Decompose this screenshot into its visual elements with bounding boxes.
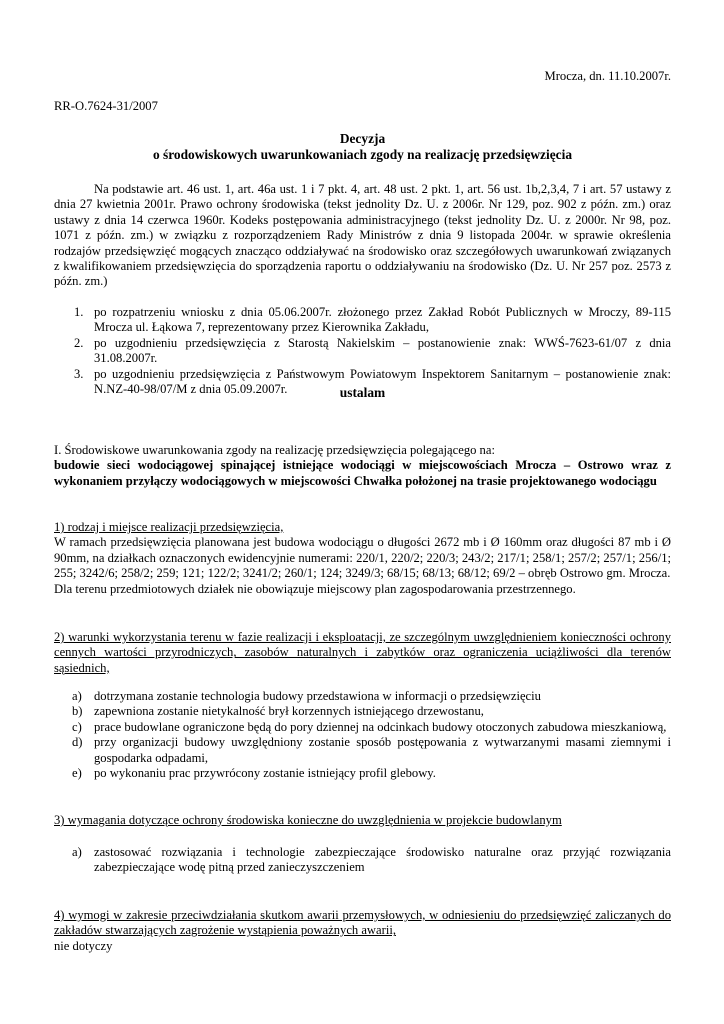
point-2-items — [54, 689, 671, 781]
list-item — [54, 766, 671, 781]
point-4-body: nie dotyczy — [54, 938, 113, 953]
title-line-1: Decyzja — [339, 131, 386, 146]
list-item-number: 3. — [74, 366, 84, 381]
list-item-text: przy organizacji budowy uwzględniony zostanie sposób postępowania z wytwarzanymi masami ziemnymi i gospodarka odpadami, — [94, 735, 671, 765]
legal-basis-paragraph — [54, 182, 671, 290]
list-item-number: 2. — [74, 335, 84, 350]
document-date: Mrocza, dn. 11.10.2007r. — [544, 69, 671, 83]
list-item — [54, 305, 671, 336]
decision-title — [54, 131, 671, 163]
list-item-letter: a) — [72, 845, 82, 859]
point-1-body: W ramach przedsięwzięcia planowana jest budowa wodociągu o długości 2672 mb i Ø 160mm oraz długości 87 mb i Ø 90mm, na działkach oznaczonych ewidencyjnie numerami: 220/1, 220/2; 220/3; 243/2; 217/1; 258/1; 257/2; 257/1; 256/1; 255; 3242/6; 258/2; 259; 121; 122/2; 3241/2; 260/1; 124; 3249/3; 68/15; 68/13; 68/12; 69/2 – obręb Ostrowo gm. Mrocza. — [54, 535, 671, 581]
section-1-subject: budowie sieci wodociągowej spinającej istniejące wodociągi w miejscowościach Mrocza – Ostrowo wraz z wykonaniem przyłączy wodociągowych w miejscowości Chwałka położonej na trasie projektowanego wodociągu — [54, 458, 671, 488]
list-item-text: po wykonaniu prac przywrócony zostanie istniejący profil glebowy. — [94, 766, 436, 781]
list-item-text: po uzgodnieniu przedsięwzięcia z Starostą Nakielskim – postanowienie znak: WWŚ-7623-61/07 z dnia 31.08.2007r. — [94, 335, 671, 366]
point-1-heading: 1) rodzaj i miejsce realizacji przedsięwzięcia, — [54, 520, 284, 534]
point-4 — [54, 908, 671, 954]
ustalam-heading: ustalam — [339, 385, 386, 400]
point-3 — [54, 813, 671, 828]
list-item-text: po uzgodnieniu przedsięwzięcia z Państwowym Powiatowym Inspektorem Sanitarnym – postanowienie znak: N.NZ-40-98/07/M z dnia 05.09.2007r. — [94, 366, 671, 397]
point-3-items — [54, 845, 671, 876]
section-1-intro: I. Środowiskowe uwarunkowania zgody na realizację przedsięwzięcia polegającego na: — [54, 443, 495, 457]
list-item-text: prace budowlane ograniczone będą do pory dziennej na odcinkach budowy otoczonych zabudowa mieszkaniową, — [94, 719, 667, 734]
list-item-text: zastosować rozwiązania i technologie zabezpieczające środowisko naturalne oraz przyjąć rozwiązania zabezpieczające wodę pitną przed zanieczyszczeniem — [94, 845, 671, 875]
point-2 — [54, 630, 671, 676]
list-item — [54, 720, 671, 735]
procedure-list — [54, 305, 671, 397]
list-item-number: 1. — [74, 305, 84, 319]
point-3-heading: 3) wymagania dotyczące ochrony środowiska konieczne do uwzględnienia w projekcie budowlanym — [54, 813, 562, 827]
list-item-letter: d) — [72, 735, 83, 750]
list-item-text: po rozpatrzeniu wniosku z dnia 05.06.2007r. złożonego przez Zakład Robót Publicznych w Mroczy, 89-115 Mrocza ul. Łąkowa 7, reprezentowany przez Kierownika Zakładu, — [94, 305, 671, 335]
list-item-letter: b) — [72, 704, 83, 719]
list-item-text: zapewniona zostanie nietykalność brył korzennych istniejącego drzewostanu, — [94, 704, 484, 719]
point-1-body-2: Dla terenu przedmiotowych działek nie obowiązuje miejscowy plan zagospodarowania przestrzennego. — [54, 581, 576, 596]
list-item — [54, 336, 671, 367]
title-line-2: o środowiskowych uwarunkowaniach zgody na realizację przedsięwzięcia — [152, 147, 573, 162]
list-item — [54, 704, 671, 719]
list-item-letter: a) — [72, 689, 82, 703]
list-item — [54, 735, 671, 766]
list-item — [54, 845, 671, 876]
point-4-heading: 4) wymogi w zakresie przeciwdziałania skutkom awarii przemysłowych, w odniesieniu do przedsięwzięć zaliczanych do zakładów stwarzających zagrożenie wystąpienia poważnych awarii, — [54, 908, 671, 938]
list-item-letter: c) — [72, 719, 82, 734]
point-1 — [54, 520, 671, 597]
point-2-heading: 2) warunki wykorzystania terenu w fazie realizacji i eksploatacji, ze szczególnym uwzględnieniem konieczności ochrony cennych wartości przyrodniczych, zasobów naturalnych i zabytków oraz ograniczenia uciążliwości dla terenów sąsiednich, — [54, 630, 671, 675]
list-item-text: dotrzymana zostanie technologia budowy przedstawiona w informacji o przedsięwzięciu — [94, 689, 541, 703]
section-1 — [54, 443, 671, 489]
list-item — [54, 689, 671, 704]
reference-number: RR-O.7624-31/2007 — [54, 99, 158, 113]
list-item-letter: e) — [72, 766, 82, 781]
legal-basis-text: Na podstawie art. 46 ust. 1, art. 46a ust. 1 i 7 pkt. 4, art. 48 ust. 2 pkt. 1, art. 56 ust. 1b,2,3,4, 7 i art. 57 ustawy z dnia 27 kwietnia 2001r. Prawo ochrony środowiska (tekst jednolity Dz. U. z 2006r. Nr 129, poz. 902 z późn. zm.) oraz ustawy z dnia 14 czerwca 1960r. Kodeks postępowania administracyjnego (tekst jednolity Dz. U. z 2000r. Nr 98, poz. 1071 z późn. zm.) w związku z rozporządzeniem Rady Ministrów z dnia 9 listopada 2004r. w sprawie określenia rodzajów przedsięwzięć mogących znacząco oddziaływać na środowisko oraz szczegółowych uwarunkowań związanych z kwalifikowaniem przedsięwzięcia do sporządzenia raportu o oddziaływaniu na środowisko (Dz. U. Nr 257 poz. 2573 z późn. zm.) — [54, 182, 671, 289]
